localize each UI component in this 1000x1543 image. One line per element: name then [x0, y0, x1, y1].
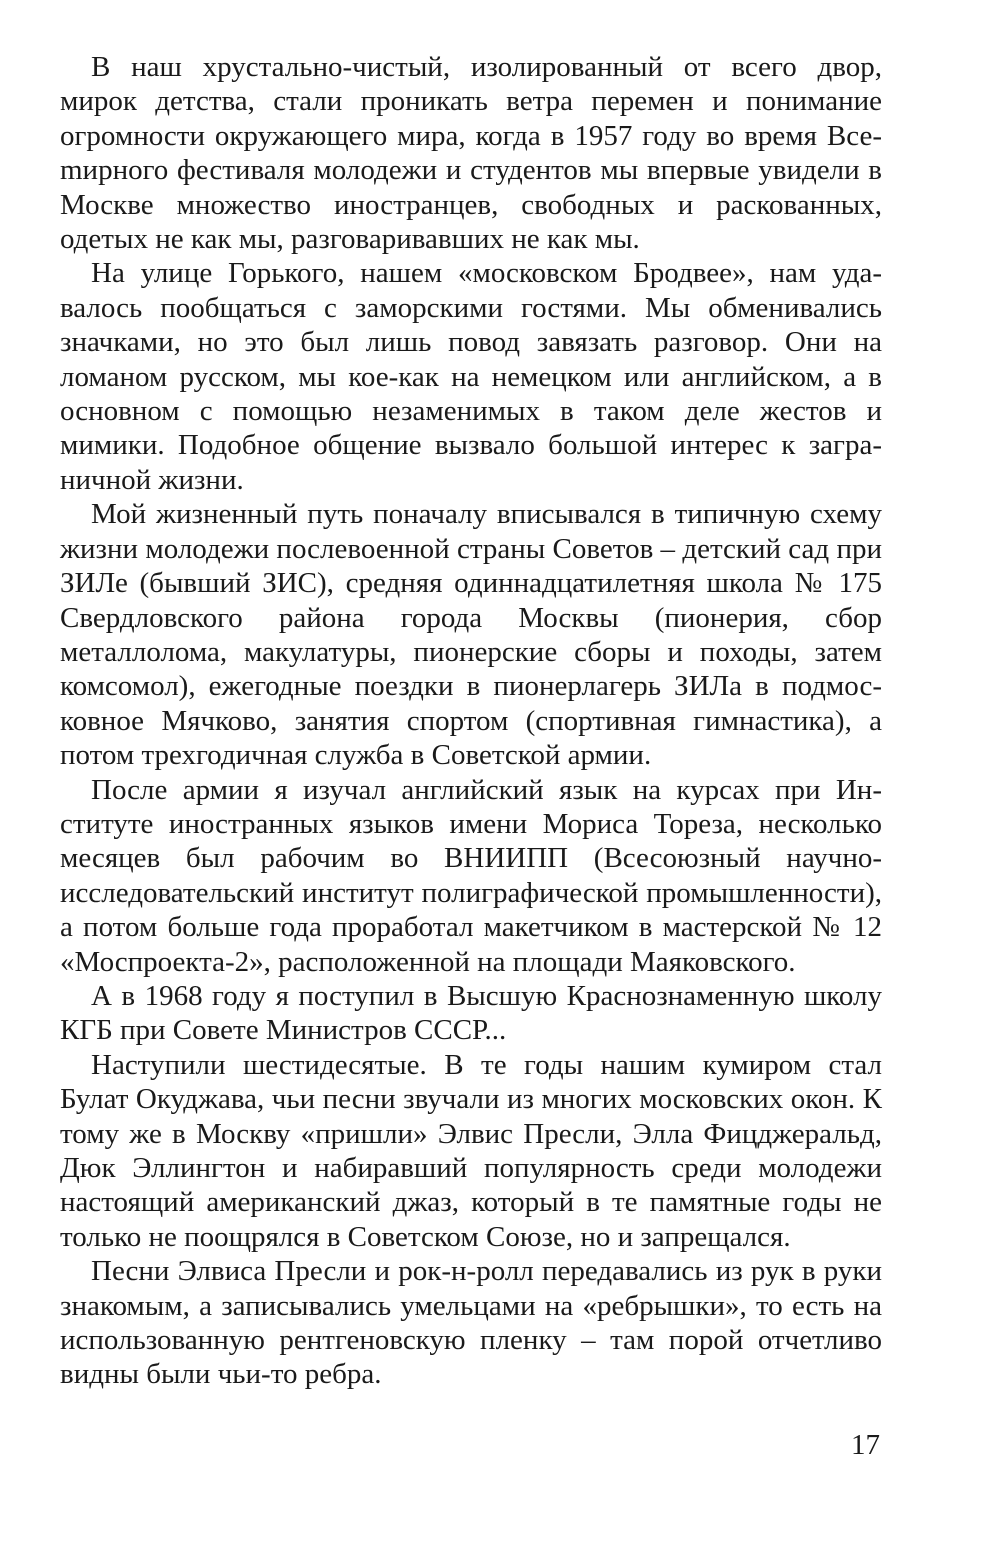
paragraph-4: После армии я изучал английский язык на курсах при Институте иностранных языков имени Мориса Тореза, несколько месяцев был рабочим во ВНИИПП (Всесоюзный научно-исследовательский институт полиграфической промышленности), а потом больше года проработал макетчиком в мастерской № 12 «Моспроекта-2», расположенной на площади Маяковского.: [60, 773, 882, 978]
paragraph-6: Наступили шестидесятые. В те годы нашим кумиром стал Булат Окуджава, чьи песни звучали из многих московских окон. К тому же в Москву «пришли» Элвис Пресли, Элла Фицджеральд, Дюк Эллингтон и набиравший популярность среди молодежи настоящий американский джаз, который в те памятные годы не только не поощрялся в Советском Союзе, но и запрещался.: [60, 1048, 882, 1253]
paragraph-1: В наш хрустально-чистый, изолированный от всего двор, мирок детства, стали проникать ветра перемен и понимание огромности окружающего мира, когда в 1957 году во время Всеmирного фестиваля молодежи и студентов мы впервые увидели в Москве множество иностранцев, свободных и раскованных, одетых не как мы, разговаривавших не как мы.: [60, 51, 882, 256]
paragraph-7: Песни Элвиса Пресли и рок-н-ролл передавались из рук в руки знакомым, а записывались умельцами на «ребрышки», то есть на использованную рентгеновскую пленку – там порой отчетливо видны были чьи-то ребра.: [60, 1255, 882, 1391]
paragraph-2: На улице Горького, нашем «московском Бродвее», нам удавалось пообщаться с заморскими гостями. Мы обменивались значками, но это был лишь повод завязать разговор. Они на ломаном русском, мы кое-как на немецком или английском, а в основном с помощью незаменимых в таком деле жестов и мимики. Подобное общение вызвало большой интерес к заграничной жизни.: [60, 257, 882, 496]
page-body: [60, 50, 882, 1392]
paragraph-5: А в 1968 году я поступил в Высшую Краснознаменную школу КГБ при Совете Министров СССР...: [60, 979, 882, 1047]
paragraph-3: Мой жизненный путь поначалу вписывался в типичную схему жизни молодежи послевоенной страны Советов – детский сад при ЗИЛе (бывший ЗИС), средняя одиннадцатилетняя школа № 175 Свердловского района города Москвы (пионерия, сбор металлолома, макулатуры, пионерские сборы и походы, затем комсомол), ежегодные поездки в пионерлагерь ЗИЛа в подмосковное Мячково, занятия спортом (спортивная гимнастика), а потом трехгодичная служба в Советской армии.: [60, 498, 882, 772]
page-number: 17: [851, 1429, 880, 1461]
